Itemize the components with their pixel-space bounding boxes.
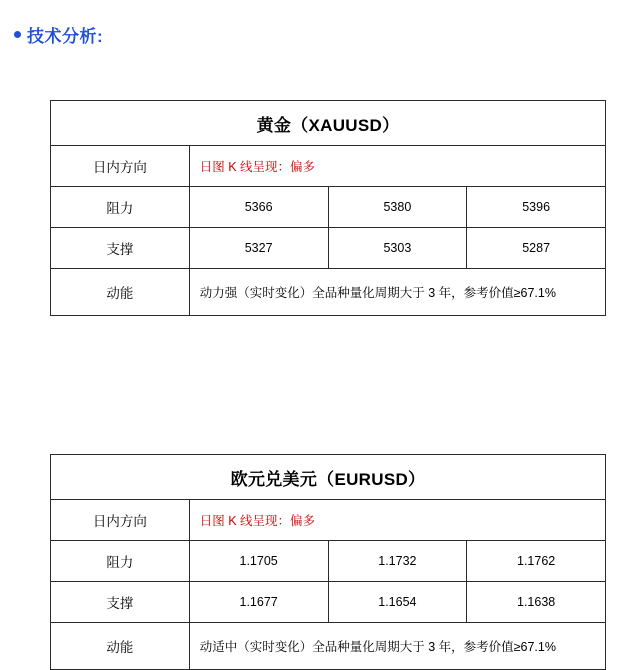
- section-heading-label: 技术分析:: [27, 27, 104, 46]
- support-level-2: 5303: [328, 228, 467, 269]
- table-title: 黄金（XAUUSD）: [51, 101, 606, 146]
- table-row: [51, 101, 606, 146]
- eurusd-table-container: [50, 454, 606, 670]
- section-heading: [14, 22, 103, 47]
- row-label-direction: 日内方向: [51, 500, 190, 541]
- resistance-level-2: 5380: [328, 187, 467, 228]
- resistance-level-1: 1.1705: [189, 541, 328, 582]
- row-label-support: 支撑: [51, 228, 190, 269]
- eurusd-table: [50, 454, 606, 670]
- bullet-dot-icon: [14, 31, 21, 38]
- support-level-1: 1.1677: [189, 582, 328, 623]
- resistance-level-2: 1.1732: [328, 541, 467, 582]
- support-level-2: 1.1654: [328, 582, 467, 623]
- row-value-momentum: 动适中（实时变化）全品种量化周期大于 3 年，参考价值≥67.1%: [189, 623, 605, 670]
- table-row: [51, 146, 606, 187]
- row-value-momentum: 动力强（实时变化）全品种量化周期大于 3 年，参考价值≥67.1%: [189, 269, 605, 316]
- resistance-level-3: 1.1762: [467, 541, 606, 582]
- row-label-resistance: 阻力: [51, 541, 190, 582]
- row-label-direction: 日内方向: [51, 146, 190, 187]
- table-row: [51, 228, 606, 269]
- gold-table-container: [50, 100, 606, 316]
- row-value-direction: 日图 K 线呈现：偏多: [189, 146, 605, 187]
- table-row: [51, 500, 606, 541]
- table-row: [51, 455, 606, 500]
- row-label-support: 支撑: [51, 582, 190, 623]
- gold-table: [50, 100, 606, 316]
- support-level-3: 1.1638: [467, 582, 606, 623]
- row-label-resistance: 阻力: [51, 187, 190, 228]
- table-row: [51, 623, 606, 670]
- table-row: [51, 187, 606, 228]
- table-row: [51, 269, 606, 316]
- table-row: [51, 582, 606, 623]
- table-title: 欧元兑美元（EURUSD）: [51, 455, 606, 500]
- row-label-momentum: 动能: [51, 623, 190, 670]
- resistance-level-3: 5396: [467, 187, 606, 228]
- support-level-1: 5327: [189, 228, 328, 269]
- row-label-momentum: 动能: [51, 269, 190, 316]
- resistance-level-1: 5366: [189, 187, 328, 228]
- support-level-3: 5287: [467, 228, 606, 269]
- table-row: [51, 541, 606, 582]
- row-value-direction: 日图 K 线呈现：偏多: [189, 500, 605, 541]
